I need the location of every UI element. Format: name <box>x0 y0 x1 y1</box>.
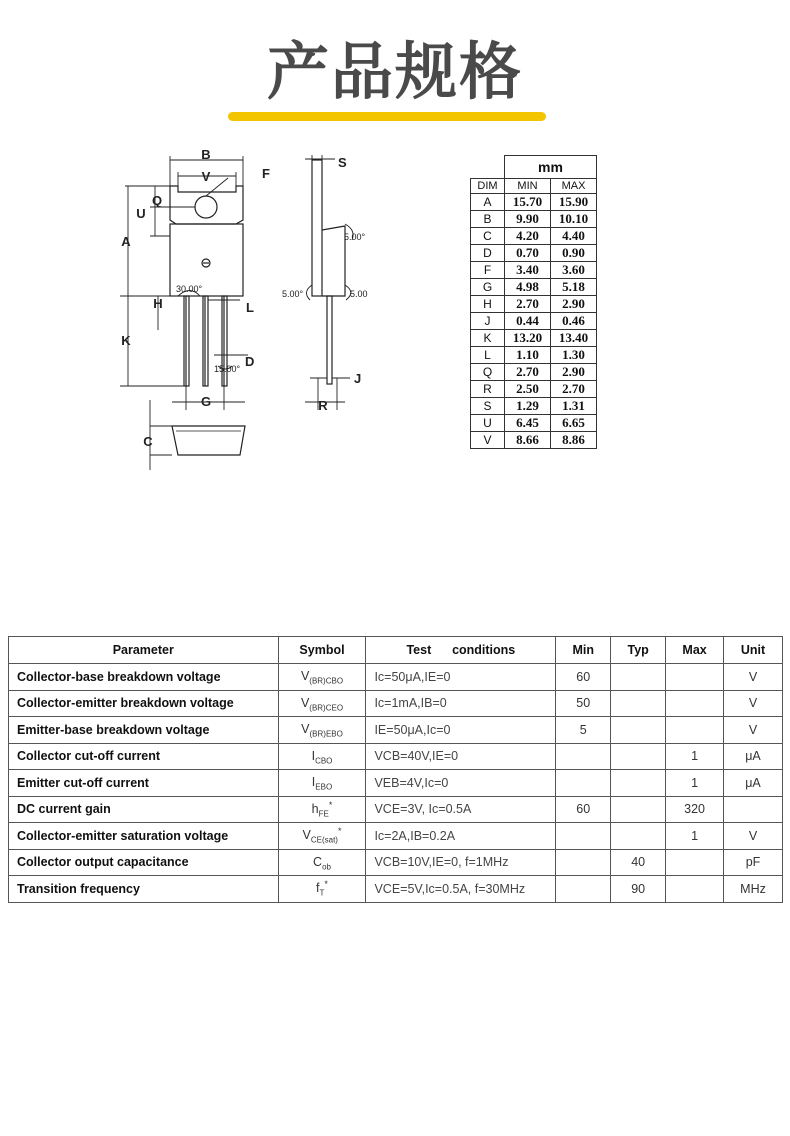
symbol-subscript: (BR)CEO <box>309 703 344 713</box>
symbol-cell <box>278 717 366 744</box>
header-min: Min <box>556 637 611 664</box>
max-cell <box>666 849 724 876</box>
dim-max-cell: 2.90 <box>551 364 597 381</box>
dim-header-dim: DIM <box>471 179 505 194</box>
dim-name-cell: H <box>471 296 505 313</box>
min-cell: 60 <box>556 796 611 823</box>
dim-name-cell: G <box>471 279 505 296</box>
dim-max-cell: 0.90 <box>551 245 597 262</box>
dim-row <box>471 364 597 381</box>
min-cell <box>556 849 611 876</box>
symbol-subscript: CE(sat) <box>310 836 338 846</box>
unit-cell: V <box>724 823 783 850</box>
dim-row <box>471 313 597 330</box>
parameter-cell: Collector-base breakdown voltage <box>9 664 279 691</box>
symbol-cell <box>278 876 366 903</box>
symbol-superscript: * <box>324 879 328 890</box>
dim-row <box>471 415 597 432</box>
label-j: J <box>354 371 362 386</box>
symbol-superscript: * <box>337 826 342 837</box>
test-conditions-cell: VCE=5V,Ic=0.5A, f=30MHz <box>366 876 556 903</box>
typ-cell <box>611 743 666 770</box>
parameter-cell: Collector-emitter breakdown voltage <box>9 690 279 717</box>
symbol-cell <box>278 849 366 876</box>
symbol-cell <box>278 690 366 717</box>
dim-row <box>471 228 597 245</box>
dim-header-row <box>471 179 597 194</box>
dim-row <box>471 279 597 296</box>
dim-min-cell: 6.45 <box>505 415 551 432</box>
symbol-main: C <box>313 855 323 870</box>
label-b: B <box>201 147 211 162</box>
header-max: Max <box>666 637 724 664</box>
label-s: S <box>338 155 347 170</box>
parameter-cell: Collector output capacitance <box>9 849 279 876</box>
dim-row <box>471 296 597 313</box>
param-row <box>9 770 783 797</box>
dim-max-cell: 13.40 <box>551 330 597 347</box>
unit-cell: MHz <box>724 876 783 903</box>
typ-cell <box>611 690 666 717</box>
label-v: V <box>201 169 211 184</box>
dim-row <box>471 245 597 262</box>
electrical-parameter-table <box>8 636 783 903</box>
min-cell <box>556 743 611 770</box>
param-row <box>9 717 783 744</box>
param-row <box>9 664 783 691</box>
dim-name-cell: V <box>471 432 505 449</box>
label-h: H <box>153 296 163 311</box>
symbol-cell <box>278 743 366 770</box>
dim-name-cell: U <box>471 415 505 432</box>
label-f: F <box>262 166 270 181</box>
max-cell <box>666 876 724 903</box>
test-conditions-cell: IE=50μA,Ic=0 <box>366 717 556 744</box>
typ-cell <box>611 796 666 823</box>
header-symbol: Symbol <box>278 637 366 664</box>
min-cell: 5 <box>556 717 611 744</box>
package-outline-drawing <box>108 142 398 482</box>
dim-max-cell: 5.18 <box>551 279 597 296</box>
test-conditions-cell: VCB=10V,IE=0, f=1MHz <box>366 849 556 876</box>
dim-min-cell: 13.20 <box>505 330 551 347</box>
max-cell: 1 <box>666 823 724 850</box>
unit-cell: V <box>724 690 783 717</box>
symbol-main: V <box>300 696 310 711</box>
parameter-cell: Collector-emitter saturation voltage <box>9 823 279 850</box>
param-row <box>9 743 783 770</box>
symbol-cell <box>278 796 366 823</box>
header-unit: Unit <box>724 637 783 664</box>
max-cell <box>666 664 724 691</box>
dim-name-cell: L <box>471 347 505 364</box>
min-cell <box>556 770 611 797</box>
dim-name-cell: B <box>471 211 505 228</box>
dim-unit: mm <box>505 156 597 179</box>
dim-max-cell: 2.90 <box>551 296 597 313</box>
param-row <box>9 823 783 850</box>
symbol-main: I <box>311 775 316 790</box>
symbol-cell <box>278 823 366 850</box>
dim-row <box>471 194 597 211</box>
symbol-subscript: T <box>319 889 325 899</box>
dim-name-cell: R <box>471 381 505 398</box>
symbol-main: h <box>311 802 319 817</box>
symbol-cell <box>278 664 366 691</box>
symbol-subscript: EBO <box>315 783 333 793</box>
dim-row <box>471 211 597 228</box>
dim-min-cell: 0.70 <box>505 245 551 262</box>
dim-unit-row <box>471 156 597 179</box>
angle-5-left-label: 5.00° <box>282 289 304 299</box>
dim-max-cell: 0.46 <box>551 313 597 330</box>
typ-cell: 90 <box>611 876 666 903</box>
dim-max-cell: 4.40 <box>551 228 597 245</box>
dim-row <box>471 381 597 398</box>
param-row <box>9 876 783 903</box>
test-conditions-cell: Ic=50μA,IE=0 <box>366 664 556 691</box>
dim-min-cell: 2.70 <box>505 296 551 313</box>
unit-cell: μA <box>724 743 783 770</box>
symbol-subscript: ob <box>322 862 331 872</box>
unit-cell: V <box>724 664 783 691</box>
typ-cell <box>611 664 666 691</box>
side-view <box>312 160 345 384</box>
dim-min-cell: 0.44 <box>505 313 551 330</box>
symbol-subscript: FE <box>318 809 329 819</box>
dim-row <box>471 398 597 415</box>
symbol-subscript: (BR)CBO <box>309 677 344 687</box>
label-c: C <box>143 434 153 449</box>
test-conditions-cell: VCE=3V, Ic=0.5A <box>366 796 556 823</box>
max-cell: 320 <box>666 796 724 823</box>
symbol-main: V <box>302 828 311 843</box>
dim-name-cell: D <box>471 245 505 262</box>
dim-min-cell: 8.66 <box>505 432 551 449</box>
test-conditions-cell: Ic=2A,IB=0.2A <box>366 823 556 850</box>
dim-name-cell: C <box>471 228 505 245</box>
dimension-table <box>470 155 597 449</box>
dim-max-cell: 1.31 <box>551 398 597 415</box>
min-cell <box>556 823 611 850</box>
dim-name-cell: J <box>471 313 505 330</box>
max-cell <box>666 717 724 744</box>
symbol-subscript: (BR)EBO <box>309 730 343 740</box>
min-cell: 50 <box>556 690 611 717</box>
label-a: A <box>121 234 131 249</box>
dim-min-cell: 9.90 <box>505 211 551 228</box>
parameter-cell: Collector cut-off current <box>9 743 279 770</box>
min-cell: 60 <box>556 664 611 691</box>
test-conditions-cell: Ic=1mA,IB=0 <box>366 690 556 717</box>
unit-cell <box>724 796 783 823</box>
angle-15-label: 15.00° <box>214 364 241 374</box>
dim-max-cell: 1.30 <box>551 347 597 364</box>
angle-5-top-label: 5.00° <box>344 232 366 242</box>
symbol-superscript: * <box>328 799 333 810</box>
dim-name-cell: A <box>471 194 505 211</box>
parameter-cell: DC current gain <box>9 796 279 823</box>
title-underline <box>228 112 546 121</box>
dim-max-cell: 2.70 <box>551 381 597 398</box>
header-typ: Typ <box>611 637 666 664</box>
max-cell <box>666 690 724 717</box>
typ-cell: 40 <box>611 849 666 876</box>
dim-name-cell: F <box>471 262 505 279</box>
dim-min-cell: 2.70 <box>505 364 551 381</box>
dim-name-cell: K <box>471 330 505 347</box>
label-u: U <box>136 206 146 221</box>
dim-name-cell: Q <box>471 364 505 381</box>
page-title: 产品规格 <box>266 35 523 108</box>
label-r: R <box>318 398 328 413</box>
symbol-main: I <box>311 749 316 764</box>
dim-row <box>471 330 597 347</box>
dim-row <box>471 432 597 449</box>
dim-min-cell: 1.29 <box>505 398 551 415</box>
symbol-main: f <box>316 881 320 896</box>
param-header-row <box>9 637 783 664</box>
label-q: Q <box>151 193 163 208</box>
header-parameter: Parameter <box>9 637 279 664</box>
label-g: G <box>200 394 212 409</box>
symbol-cell <box>278 770 366 797</box>
test-conditions-cell: VEB=4V,Ic=0 <box>366 770 556 797</box>
label-l: L <box>246 300 254 315</box>
dim-max-cell: 15.90 <box>551 194 597 211</box>
dim-min-cell: 3.40 <box>505 262 551 279</box>
dim-name-cell: S <box>471 398 505 415</box>
label-k: K <box>121 333 131 348</box>
unit-cell: pF <box>724 849 783 876</box>
dim-header-max: MAX <box>551 179 597 194</box>
symbol-subscript: CBO <box>315 756 333 766</box>
unit-cell: V <box>724 717 783 744</box>
parameter-cell: Emitter-base breakdown voltage <box>9 717 279 744</box>
angle-30-label: 30.00° <box>176 284 203 294</box>
parameter-cell: Transition frequency <box>9 876 279 903</box>
dim-min-cell: 2.50 <box>505 381 551 398</box>
dim-row <box>471 262 597 279</box>
max-cell: 1 <box>666 770 724 797</box>
parameter-cell: Emitter cut-off current <box>9 770 279 797</box>
angle-5-right-label: 5.00 <box>350 289 368 299</box>
dim-max-cell: 6.65 <box>551 415 597 432</box>
typ-cell <box>611 770 666 797</box>
dim-max-cell: 3.60 <box>551 262 597 279</box>
symbol-main: V <box>301 722 310 737</box>
min-cell <box>556 876 611 903</box>
dim-min-cell: 4.98 <box>505 279 551 296</box>
param-row <box>9 796 783 823</box>
label-d: D <box>245 354 255 369</box>
dim-min-cell: 4.20 <box>505 228 551 245</box>
dim-min-cell: 15.70 <box>505 194 551 211</box>
dim-min-cell: 1.10 <box>505 347 551 364</box>
test-conditions-cell: VCB=40V,IE=0 <box>366 743 556 770</box>
header-test-conditions: Test conditions <box>366 637 556 664</box>
dim-row <box>471 347 597 364</box>
typ-cell <box>611 717 666 744</box>
symbol-main: V <box>300 669 310 684</box>
param-row <box>9 849 783 876</box>
max-cell: 1 <box>666 743 724 770</box>
dim-max-cell: 8.86 <box>551 432 597 449</box>
param-row <box>9 690 783 717</box>
typ-cell <box>611 823 666 850</box>
dim-max-cell: 10.10 <box>551 211 597 228</box>
dim-header-min: MIN <box>505 179 551 194</box>
unit-cell: μA <box>724 770 783 797</box>
